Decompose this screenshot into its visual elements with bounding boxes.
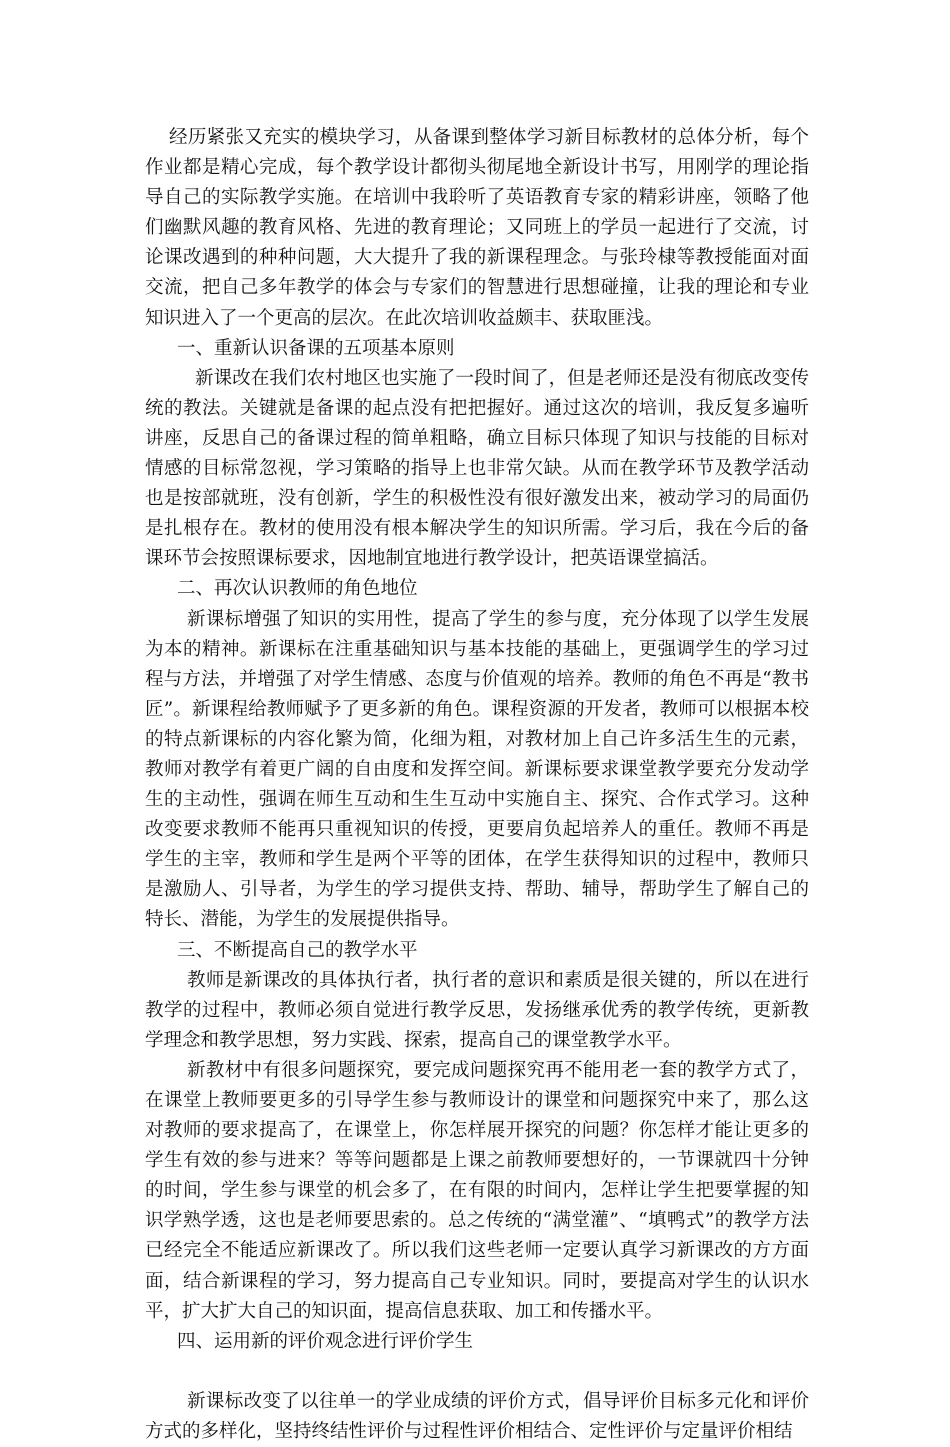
section-3-paragraph-1: 教师是新课改的具体执行者，执行者的意识和素质是很关键的，所以在进行教学的过程中，教师必须自觉进行教学反思，发扬继承优秀的教学传统，更新教学理念和教学思想，努力实践、探索，提高自己的课堂教学水平。 <box>145 969 809 1051</box>
document-body <box>145 123 809 1447</box>
section-heading-4: 四、运用新的评价观念进行评价学生 <box>177 1330 474 1352</box>
section-heading-1: 一、重新认识备课的五项基本原则 <box>177 337 455 359</box>
blank-line <box>145 1357 809 1387</box>
section-4-paragraph: 新课标改变了以往单一的学业成绩的评价方式，倡导评价目标多元化和评价方式的多样化，坚持终结性评价与过程性评价相结合、定性评价与定量评价相结 <box>145 1390 809 1442</box>
section-3-paragraph-2: 新教材中有很多问题探究，要完成问题探究再不能用老一套的教学方式了，在课堂上教师要更多的引导学生参与教师设计的课堂和问题探究中来了，那么这对教师的要求提高了，在课堂上，你怎样展开探究的问题？你怎样才能让更多的学生有效的参与进来？等等问题都是上课之前教师要想好的，一节课就四十分钟的时间，学生参与课堂的机会多了，在有限的时间内，怎样让学生把要掌握的知识学熟学透，这也是老师要思索的。总之传统的“满堂灌”、“填鸭式”的教学方法已经完全不能适应新课改了。所以我们这些老师一定要认真学习新课改的方方面面，结合新课程的学习，努力提高自己专业知识。同时，要提高对学生的认识水平，扩大扩大自己的知识面，提高信息获取、加工和传播水平。 <box>145 1059 809 1322</box>
section-heading-2: 二、再次认识教师的角色地位 <box>177 578 418 600</box>
section-1-paragraph: 新课改在我们农村地区也实施了一段时间了，但是老师还是没有彻底改变传统的教法。关键就是备课的起点没有把把握好。通过这次的培训，我反复多遍听讲座，反思自己的备课过程的简单粗略，确立目标只体现了知识与技能的目标对情感的目标常忽视，学习策略的指导上也非常欠缺。从而在教学环节及教学活动也是按部就班，没有创新，学生的积极性没有很好激发出来，被动学习的局面仍是扎根存在。教材的使用没有根本解决学生的知识所需。学习后，我在今后的备课环节会按照课标要求，因地制宜地进行教学设计，把英语课堂搞活。 <box>145 367 809 570</box>
section-heading-3: 三、不断提高自己的教学水平 <box>177 939 418 961</box>
intro-paragraph: 经历紧张又充实的模块学习，从备课到整体学习新目标教材的总体分析，每个作业都是精心完成，每个教学设计都彻头彻尾地全新设计书写，用刚学的理论指导自己的实际教学实施。在培训中我聆听了英语教育专家的精彩讲座，领略了他们幽默风趣的教育风格、先进的教育理论；又同班上的学员一起进行了交流，讨论课改遇到的种种问题，大大提升了我的新课程理念。与张玲棣等教授能面对面交流，把自己多年教学的体会与专家们的智慧进行思想碰撞，让我的理论和专业知识进入了一个更高的层次。在此次培训收益颇丰、获取匪浅。 <box>145 127 809 329</box>
section-2-paragraph: 新课标增强了知识的实用性，提高了学生的参与度，充分体现了以学生发展为本的精神。新课标在注重基础知识与基本技能的基础上，更强调学生的学习过程与方法，并增强了对学生情感、态度与价值观的培养。教师的角色不再是“教书匠”。新课程给教师赋予了更多新的角色。课程资源的开发者，教师可以根据本校的特点新课标的内容化繁为简，化细为粗，对教材加上自己许多活生生的元素，教师对教学有着更广阔的自由度和发挥空间。新课标要求课堂教学要充分发动学生的主动性，强调在师生互动和生生互动中实施自主、探究、合作式学习。这种改变要求教师不能再只重视知识的传授，更要肩负起培养人的重任。教师不再是学生的主宰，教师和学生是两个平等的团体，在学生获得知识的过程中，教师只是激励人、引导者，为学生的学习提供支持、帮助、辅导，帮助学生了解自己的特长、潜能，为学生的发展提供指导。 <box>145 608 809 931</box>
